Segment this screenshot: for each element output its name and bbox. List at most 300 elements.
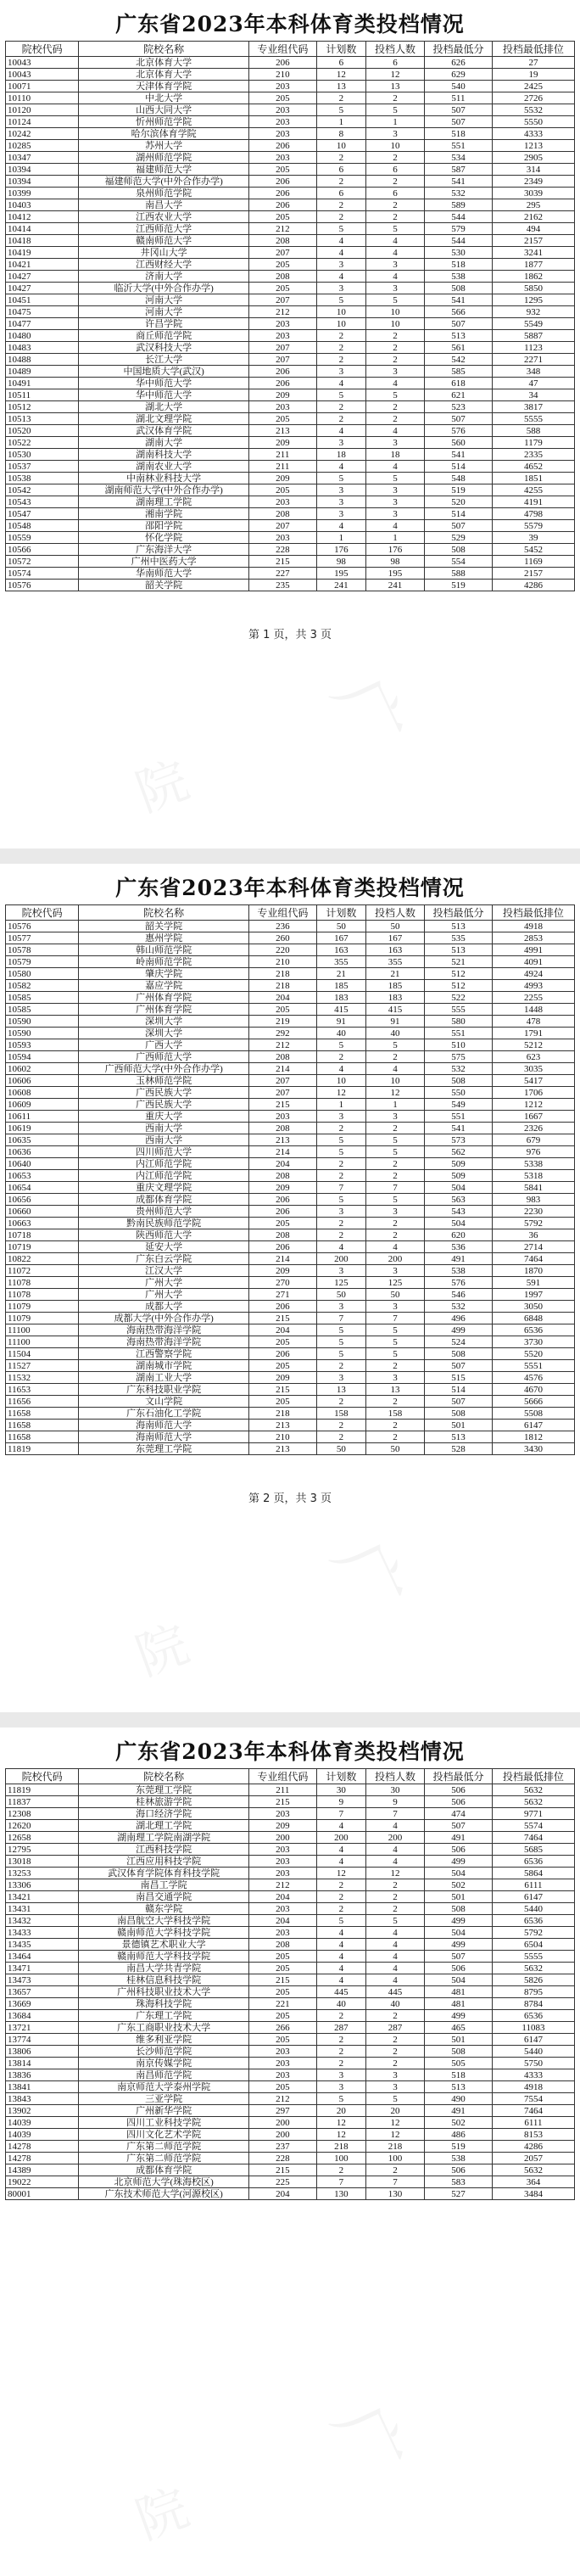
cell-name: 湖南工业大学 xyxy=(79,1372,249,1384)
cell-group: 235 xyxy=(248,580,316,591)
table-row xyxy=(6,980,575,992)
cell-plan: 100 xyxy=(316,2153,365,2164)
cell-code: 10566 xyxy=(6,544,79,556)
cell-min-score: 481 xyxy=(425,1998,493,2010)
cell-group: 209 xyxy=(248,1820,316,1832)
cell-code: 14278 xyxy=(6,2141,79,2153)
table-row xyxy=(6,1028,575,1039)
cell-min-rank: 4286 xyxy=(492,580,574,591)
cell-name: 广州大学 xyxy=(79,1277,249,1289)
table-row xyxy=(6,2081,575,2093)
cell-min-score: 629 xyxy=(425,69,493,81)
cell-group: 208 xyxy=(248,1051,316,1063)
cell-min-score: 620 xyxy=(425,1229,493,1241)
cell-admitted: 7 xyxy=(366,1313,425,1324)
cell-plan: 3 xyxy=(316,2081,365,2093)
cell-min-score: 508 xyxy=(425,1348,493,1360)
cell-min-score: 521 xyxy=(425,956,493,968)
cell-plan: 2 xyxy=(316,2058,365,2069)
cell-code: 10394 xyxy=(6,164,79,176)
cell-admitted: 3 xyxy=(366,496,425,508)
table-row xyxy=(6,1856,575,1868)
column-header-min-rank: 投档最低排位 xyxy=(492,42,574,57)
table-row xyxy=(6,1324,575,1336)
cell-group: 205 xyxy=(248,283,316,294)
cell-name: 泉州师范学院 xyxy=(79,188,249,199)
cell-code: 13684 xyxy=(6,2010,79,2022)
cell-group: 209 xyxy=(248,389,316,401)
cell-plan: 3 xyxy=(316,1301,365,1313)
page-footer: 第 2 页，共 3 页 xyxy=(248,1492,332,1505)
cell-admitted: 241 xyxy=(366,580,425,591)
cell-min-rank: 47 xyxy=(492,378,574,389)
cell-group: 220 xyxy=(248,944,316,956)
cell-min-rank: 2157 xyxy=(492,568,574,580)
cell-admitted: 195 xyxy=(366,568,425,580)
cell-code: 13721 xyxy=(6,2022,79,2034)
cell-min-rank: 5792 xyxy=(492,1218,574,1229)
cell-plan: 5 xyxy=(316,2093,365,2105)
table-row xyxy=(6,271,575,283)
cell-name: 赣南师范大学科技学院 xyxy=(79,1927,249,1939)
cell-min-rank: 5666 xyxy=(492,1396,574,1408)
cell-name: 海南师范大学 xyxy=(79,1431,249,1443)
cell-plan: 2 xyxy=(316,1420,365,1431)
cell-min-rank: 6147 xyxy=(492,1891,574,1903)
cell-plan: 4 xyxy=(316,235,365,247)
cell-group: 213 xyxy=(248,425,316,437)
cell-plan: 5 xyxy=(316,223,365,235)
cell-code: 13902 xyxy=(6,2105,79,2117)
cell-code: 10419 xyxy=(6,247,79,259)
table-row xyxy=(6,2093,575,2105)
cell-code: 10578 xyxy=(6,944,79,956)
cell-admitted: 2 xyxy=(366,211,425,223)
cell-plan: 4 xyxy=(316,461,365,473)
cell-name: 福建师范大学 xyxy=(79,164,249,176)
cell-admitted: 6 xyxy=(366,164,425,176)
table-row xyxy=(6,1360,575,1372)
cell-name: 东莞理工学院 xyxy=(79,1443,249,1455)
table-row xyxy=(6,211,575,223)
cell-code: 13433 xyxy=(6,1927,79,1939)
cell-name: 文山学院 xyxy=(79,1396,249,1408)
cell-code: 10399 xyxy=(6,188,79,199)
table-row xyxy=(6,1986,575,1998)
cell-plan: 5 xyxy=(316,389,365,401)
cell-admitted: 3 xyxy=(366,259,425,271)
table-row xyxy=(6,461,575,473)
table-header-row xyxy=(6,1769,575,1784)
cell-group: 207 xyxy=(248,342,316,354)
cell-plan: 445 xyxy=(316,1986,365,1998)
cell-group: 200 xyxy=(248,2129,316,2141)
cell-group: 203 xyxy=(248,104,316,116)
cell-name: 广西师范大学 xyxy=(79,1051,249,1063)
cell-code: 10421 xyxy=(6,259,79,271)
cell-min-rank: 5550 xyxy=(492,116,574,128)
table-row xyxy=(6,1879,575,1891)
cell-min-rank: 5212 xyxy=(492,1039,574,1051)
cell-admitted: 7 xyxy=(366,1182,425,1194)
cell-plan: 5 xyxy=(316,473,365,484)
cell-plan: 10 xyxy=(316,306,365,318)
cell-admitted: 2 xyxy=(366,2010,425,2022)
table-row xyxy=(6,1420,575,1431)
cell-admitted: 40 xyxy=(366,1998,425,2010)
cell-code: 10559 xyxy=(6,532,79,544)
table-row xyxy=(6,532,575,544)
cell-plan: 5 xyxy=(316,1194,365,1206)
cell-admitted: 2 xyxy=(366,1879,425,1891)
cell-admitted: 2 xyxy=(366,342,425,354)
cell-admitted: 50 xyxy=(366,921,425,932)
cell-code: 10547 xyxy=(6,508,79,520)
cell-min-rank: 5864 xyxy=(492,1868,574,1879)
table-row xyxy=(6,1820,575,1832)
cell-code: 10590 xyxy=(6,1028,79,1039)
cell-min-score: 549 xyxy=(425,1099,493,1111)
cell-name: 湖南城市学院 xyxy=(79,1360,249,1372)
cell-group: 211 xyxy=(248,461,316,473)
table-row xyxy=(6,283,575,294)
cell-min-score: 499 xyxy=(425,1915,493,1927)
cell-admitted: 2 xyxy=(366,1229,425,1241)
cell-admitted: 5 xyxy=(366,2093,425,2105)
cell-group: 209 xyxy=(248,1372,316,1384)
cell-name: 临沂大学(中外合作办学) xyxy=(79,283,249,294)
cell-group: 208 xyxy=(248,1123,316,1134)
cell-plan: 12 xyxy=(316,1087,365,1099)
table-row xyxy=(6,944,575,956)
watermark: 院 xyxy=(128,2478,197,2551)
cell-plan: 10 xyxy=(316,140,365,152)
column-header-min-score: 投档最低分 xyxy=(425,905,493,921)
cell-name: 忻州师范学院 xyxy=(79,116,249,128)
cell-group: 205 xyxy=(248,2010,316,2022)
cell-admitted: 4 xyxy=(366,1820,425,1832)
cell-min-rank: 7464 xyxy=(492,1253,574,1265)
cell-admitted: 4 xyxy=(366,1856,425,1868)
cell-admitted: 3 xyxy=(366,128,425,140)
table-row xyxy=(6,140,575,152)
cell-min-rank: 478 xyxy=(492,1016,574,1028)
cell-code: 14039 xyxy=(6,2129,79,2141)
cell-min-score: 499 xyxy=(425,1939,493,1951)
cell-code: 11100 xyxy=(6,1336,79,1348)
cell-min-rank: 3430 xyxy=(492,1443,574,1455)
cell-group: 206 xyxy=(248,199,316,211)
cell-code: 10412 xyxy=(6,211,79,223)
cell-min-score: 515 xyxy=(425,1372,493,1384)
cell-plan: 2 xyxy=(316,199,365,211)
cell-plan: 4 xyxy=(316,1927,365,1939)
cell-min-score: 518 xyxy=(425,2069,493,2081)
cell-name: 重庆大学 xyxy=(79,1111,249,1123)
cell-min-rank: 1862 xyxy=(492,271,574,283)
cell-min-rank: 2255 xyxy=(492,992,574,1004)
cell-min-rank: 11083 xyxy=(492,2022,574,2034)
cell-min-rank: 295 xyxy=(492,199,574,211)
cell-name: 海南热带海洋学院 xyxy=(79,1336,249,1348)
cell-name: 陕西师范大学 xyxy=(79,1229,249,1241)
cell-min-score: 513 xyxy=(425,921,493,932)
cell-code: 11079 xyxy=(6,1301,79,1313)
cell-group: 205 xyxy=(248,484,316,496)
cell-name: 广州体育学院 xyxy=(79,1004,249,1016)
cell-name: 河南大学 xyxy=(79,306,249,318)
cell-code: 10585 xyxy=(6,992,79,1004)
cell-name: 广东白云学院 xyxy=(79,1253,249,1265)
cell-group: 213 xyxy=(248,1443,316,1455)
cell-group: 205 xyxy=(248,413,316,425)
cell-code: 13843 xyxy=(6,2093,79,2105)
table-row xyxy=(6,437,575,449)
cell-min-rank: 5632 xyxy=(492,1963,574,1974)
cell-code: 10572 xyxy=(6,556,79,568)
cell-plan: 5 xyxy=(316,1915,365,1927)
cell-name: 广西师范大学(中外合作办学) xyxy=(79,1063,249,1075)
cell-group: 203 xyxy=(248,1868,316,1879)
cell-plan: 7 xyxy=(316,1313,365,1324)
cell-min-rank: 5685 xyxy=(492,1844,574,1856)
cell-name: 江西应用科技学院 xyxy=(79,1856,249,1868)
cell-group: 266 xyxy=(248,2022,316,2034)
table-row xyxy=(6,152,575,164)
cell-min-score: 555 xyxy=(425,1004,493,1016)
cell-min-rank: 4091 xyxy=(492,956,574,968)
cell-min-rank: 4924 xyxy=(492,968,574,980)
table-row xyxy=(6,1348,575,1360)
cell-plan: 13 xyxy=(316,81,365,92)
table-row xyxy=(6,1784,575,1796)
cell-group: 221 xyxy=(248,1998,316,2010)
cell-name: 成都体育学院 xyxy=(79,1194,249,1206)
cell-name: 广州大学 xyxy=(79,1289,249,1301)
cell-min-rank: 4652 xyxy=(492,461,574,473)
cell-code: 11819 xyxy=(6,1784,79,1796)
cell-code: 11078 xyxy=(6,1289,79,1301)
cell-min-score: 486 xyxy=(425,2129,493,2141)
cell-code: 11504 xyxy=(6,1348,79,1360)
cell-group: 213 xyxy=(248,1134,316,1146)
cell-min-rank: 7464 xyxy=(492,1832,574,1844)
cell-admitted: 5 xyxy=(366,1336,425,1348)
cell-code: 13435 xyxy=(6,1939,79,1951)
cell-name: 广东工商职业技术大学 xyxy=(79,2022,249,2034)
cell-min-score: 504 xyxy=(425,1182,493,1194)
cell-group: 207 xyxy=(248,1087,316,1099)
cell-name: 武汉体育学院 xyxy=(79,425,249,437)
cell-admitted: 4 xyxy=(366,247,425,259)
table-row xyxy=(6,1123,575,1134)
table-row xyxy=(6,1253,575,1265)
table-row xyxy=(6,1384,575,1396)
cell-code: 11656 xyxy=(6,1396,79,1408)
cell-min-rank: 1667 xyxy=(492,1111,574,1123)
cell-admitted: 5 xyxy=(366,1324,425,1336)
cell-min-rank: 4670 xyxy=(492,1384,574,1396)
cell-code: 10538 xyxy=(6,473,79,484)
cell-name: 岭南师范学院 xyxy=(79,956,249,968)
cell-min-rank: 494 xyxy=(492,223,574,235)
cell-group: 271 xyxy=(248,1289,316,1301)
cell-admitted: 158 xyxy=(366,1408,425,1420)
cell-name: 北京体育大学 xyxy=(79,57,249,69)
cell-name: 华南师范大学 xyxy=(79,568,249,580)
cell-plan: 2 xyxy=(316,1123,365,1134)
cell-admitted: 4 xyxy=(366,461,425,473)
cell-code: 11658 xyxy=(6,1420,79,1431)
table-row xyxy=(6,2046,575,2058)
table-row xyxy=(6,92,575,104)
cell-name: 湖北大学 xyxy=(79,401,249,413)
cell-min-score: 514 xyxy=(425,508,493,520)
cell-min-score: 514 xyxy=(425,461,493,473)
cell-name: 广东技术师范大学(河源校区) xyxy=(79,2188,249,2200)
cell-admitted: 21 xyxy=(366,968,425,980)
cell-min-rank: 2271 xyxy=(492,354,574,366)
table-row xyxy=(6,2141,575,2153)
cell-plan: 163 xyxy=(316,944,365,956)
cell-admitted: 200 xyxy=(366,1832,425,1844)
cell-min-score: 534 xyxy=(425,152,493,164)
cell-group: 215 xyxy=(248,1974,316,1986)
cell-plan: 7 xyxy=(316,1808,365,1820)
cell-name: 贵州师范大学 xyxy=(79,1206,249,1218)
table-row xyxy=(6,1206,575,1218)
cell-name: 赣东学院 xyxy=(79,1903,249,1915)
cell-admitted: 3 xyxy=(366,1206,425,1218)
cell-min-score: 518 xyxy=(425,128,493,140)
cell-min-score: 538 xyxy=(425,2153,493,2164)
cell-code: 10451 xyxy=(6,294,79,306)
cell-admitted: 5 xyxy=(366,1915,425,1927)
cell-plan: 4 xyxy=(316,247,365,259)
cell-plan: 3 xyxy=(316,1111,365,1123)
cell-code: 13464 xyxy=(6,1951,79,1963)
cell-min-rank: 4191 xyxy=(492,496,574,508)
cell-admitted: 12 xyxy=(366,2117,425,2129)
column-header-plan: 计划数 xyxy=(316,42,365,57)
cell-min-score: 509 xyxy=(425,1158,493,1170)
cell-admitted: 1 xyxy=(366,532,425,544)
cell-group: 219 xyxy=(248,1016,316,1028)
column-header-name: 院校名称 xyxy=(79,42,249,57)
cell-plan: 2 xyxy=(316,354,365,366)
cell-min-rank: 2326 xyxy=(492,1123,574,1134)
cell-group: 203 xyxy=(248,2069,316,2081)
cell-min-score: 551 xyxy=(425,140,493,152)
table-row xyxy=(6,425,575,437)
cell-min-score: 502 xyxy=(425,2117,493,2129)
cell-plan: 2 xyxy=(316,1051,365,1063)
cell-admitted: 3 xyxy=(366,2069,425,2081)
cell-code: 13421 xyxy=(6,1891,79,1903)
cell-min-score: 540 xyxy=(425,81,493,92)
cell-name: 内江师范学院 xyxy=(79,1170,249,1182)
cell-group: 218 xyxy=(248,968,316,980)
cell-name: 韩山师范学院 xyxy=(79,944,249,956)
cell-code: 12308 xyxy=(6,1808,79,1820)
cell-min-rank: 5549 xyxy=(492,318,574,330)
table-row xyxy=(6,247,575,259)
cell-min-score: 508 xyxy=(425,2046,493,2058)
cell-group: 204 xyxy=(248,992,316,1004)
cell-plan: 2 xyxy=(316,330,365,342)
cell-plan: 2 xyxy=(316,1891,365,1903)
cell-min-rank: 1851 xyxy=(492,473,574,484)
cell-min-rank: 4576 xyxy=(492,1372,574,1384)
cell-name: 武汉科技大学 xyxy=(79,342,249,354)
table-row xyxy=(6,2117,575,2129)
table-row xyxy=(6,508,575,520)
cell-group: 297 xyxy=(248,2105,316,2117)
cell-name: 深圳大学 xyxy=(79,1016,249,1028)
cell-code: 10574 xyxy=(6,568,79,580)
cell-min-score: 491 xyxy=(425,1832,493,1844)
table-row xyxy=(6,2034,575,2046)
cell-min-score: 513 xyxy=(425,1431,493,1443)
cell-code: 13473 xyxy=(6,1974,79,1986)
cell-plan: 2 xyxy=(316,2046,365,2058)
cell-group: 237 xyxy=(248,2141,316,2153)
cell-min-score: 506 xyxy=(425,2164,493,2176)
cell-group: 270 xyxy=(248,1277,316,1289)
cell-admitted: 5 xyxy=(366,104,425,116)
cell-min-rank: 5551 xyxy=(492,1360,574,1372)
cell-min-rank: 5452 xyxy=(492,544,574,556)
cell-name: 济南大学 xyxy=(79,271,249,283)
cell-group: 203 xyxy=(248,318,316,330)
table-row xyxy=(6,2010,575,2022)
cell-code: 14039 xyxy=(6,2117,79,2129)
cell-min-rank: 2714 xyxy=(492,1241,574,1253)
cell-admitted: 6 xyxy=(366,57,425,69)
cell-group: 203 xyxy=(248,496,316,508)
page-title: 广东省2023年本科体育类投档情况 xyxy=(115,1739,465,1764)
cell-min-rank: 2162 xyxy=(492,211,574,223)
table-row xyxy=(6,259,575,271)
cell-min-score: 520 xyxy=(425,496,493,508)
cell-group: 208 xyxy=(248,1229,316,1241)
cell-admitted: 2 xyxy=(366,1396,425,1408)
cell-plan: 185 xyxy=(316,980,365,992)
cell-plan: 50 xyxy=(316,921,365,932)
cell-group: 205 xyxy=(248,1986,316,1998)
cell-group: 206 xyxy=(248,1348,316,1360)
table-row xyxy=(6,1063,575,1075)
cell-code: 10718 xyxy=(6,1229,79,1241)
table-row xyxy=(6,568,575,580)
table-row xyxy=(6,1313,575,1324)
cell-code: 13471 xyxy=(6,1963,79,1974)
cell-group: 203 xyxy=(248,1927,316,1939)
cell-admitted: 5 xyxy=(366,1348,425,1360)
cell-admitted: 218 xyxy=(366,2141,425,2153)
cell-admitted: 5 xyxy=(366,389,425,401)
cell-min-score: 580 xyxy=(425,1016,493,1028)
table-row xyxy=(6,2188,575,2200)
cell-code: 13432 xyxy=(6,1915,79,1927)
cell-min-score: 507 xyxy=(425,520,493,532)
cell-group: 210 xyxy=(248,956,316,968)
cell-admitted: 12 xyxy=(366,2129,425,2141)
cell-code: 13774 xyxy=(6,2034,79,2046)
cell-admitted: 4 xyxy=(366,235,425,247)
cell-name: 广州新华学院 xyxy=(79,2105,249,2117)
cell-min-score: 499 xyxy=(425,1856,493,1868)
